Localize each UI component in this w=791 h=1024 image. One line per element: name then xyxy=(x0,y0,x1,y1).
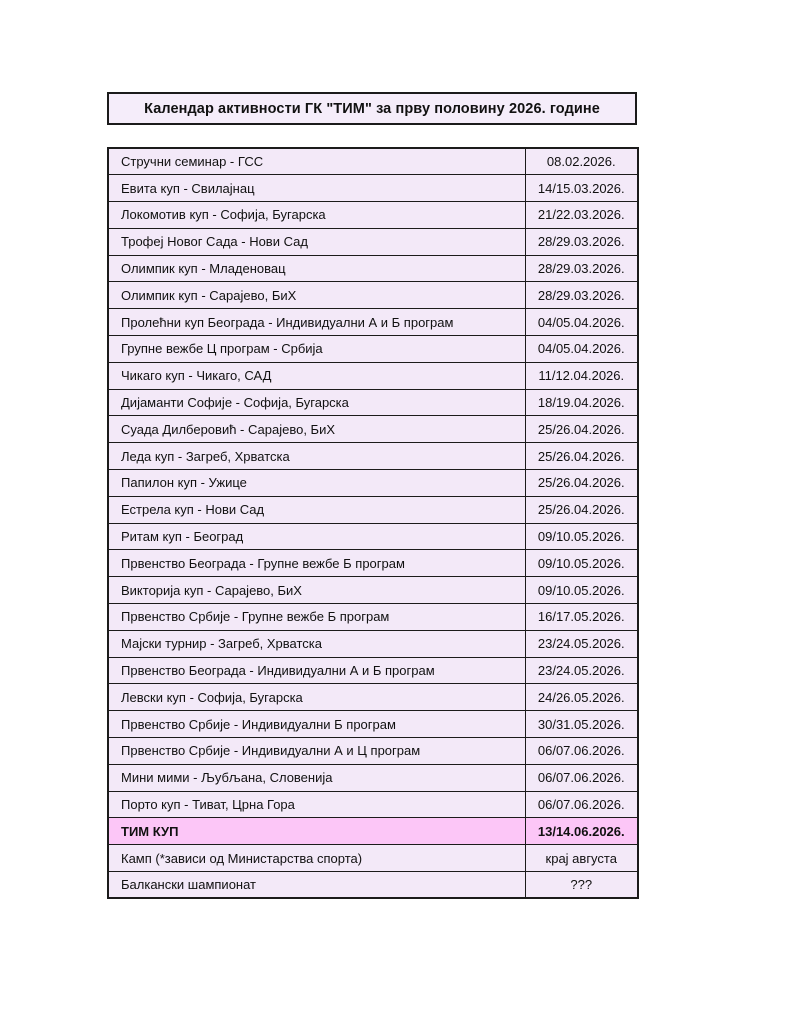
event-date-cell: 24/26.05.2026. xyxy=(525,684,638,711)
event-name-cell: Левски куп - Софија, Бугарска xyxy=(108,684,525,711)
event-date-cell: 25/26.04.2026. xyxy=(525,443,638,470)
event-name-cell: Ритам куп - Београд xyxy=(108,523,525,550)
table-row xyxy=(108,684,638,711)
event-name-cell: Олимпик куп - Младеновац xyxy=(108,255,525,282)
event-name-cell: Првенство Србије - Индивидуални Б програм xyxy=(108,711,525,738)
event-name-cell: Камп (*зависи од Министарства спорта) xyxy=(108,845,525,872)
event-name-cell: Првенство Србије - Групне вежбе Б програм xyxy=(108,604,525,631)
table-row xyxy=(108,764,638,791)
event-date-cell: 06/07.06.2026. xyxy=(525,738,638,765)
table-row xyxy=(108,845,638,872)
event-name-cell: Првенство Србије - Индивидуални А и Ц програм xyxy=(108,738,525,765)
table-row xyxy=(108,470,638,497)
event-date-cell: 14/15.03.2026. xyxy=(525,175,638,202)
event-date-cell: 23/24.05.2026. xyxy=(525,630,638,657)
event-date-cell: 06/07.06.2026. xyxy=(525,791,638,818)
event-date-cell: 09/10.05.2026. xyxy=(525,523,638,550)
table-row xyxy=(108,389,638,416)
event-name-cell: Групне вежбе Ц програм - Србија xyxy=(108,336,525,363)
event-name-cell: Олимпик куп - Сарајево, БиХ xyxy=(108,282,525,309)
event-name-cell: Порто куп - Тиват, Црна Гора xyxy=(108,791,525,818)
event-name-cell: Чикаго куп - Чикаго, САД xyxy=(108,362,525,389)
event-name-cell: Првенство Београда - Групне вежбе Б програм xyxy=(108,550,525,577)
event-date-cell: 13/14.06.2026. xyxy=(525,818,638,845)
event-date-cell: 28/29.03.2026. xyxy=(525,282,638,309)
table-row xyxy=(108,255,638,282)
event-date-cell: 18/19.04.2026. xyxy=(525,389,638,416)
table-row-highlighted xyxy=(108,818,638,845)
event-name-cell: Балкански шампионат xyxy=(108,872,525,899)
table-row xyxy=(108,202,638,229)
event-date-cell: 28/29.03.2026. xyxy=(525,228,638,255)
event-name-cell: Пролећни куп Београда - Индивидуални А и Б програм xyxy=(108,309,525,336)
event-name-cell: Мини мими - Љубљана, Словенија xyxy=(108,764,525,791)
event-name-cell: Суада Дилберовић - Сарајево, БиХ xyxy=(108,416,525,443)
calendar-table-body xyxy=(108,148,638,898)
event-name-cell: Дијаманти Софије - Софија, Бугарска xyxy=(108,389,525,416)
event-name-cell: Евита куп - Свилајнац xyxy=(108,175,525,202)
table-row xyxy=(108,791,638,818)
table-row xyxy=(108,550,638,577)
event-name-cell: Локомотив куп - Софија, Бугарска xyxy=(108,202,525,229)
event-name-cell: ТИМ КУП xyxy=(108,818,525,845)
event-name-cell: Леда куп - Загреб, Хрватска xyxy=(108,443,525,470)
event-name-cell: Првенство Београда - Индивидуални А и Б програм xyxy=(108,657,525,684)
event-date-cell: 06/07.06.2026. xyxy=(525,764,638,791)
event-date-cell: 09/10.05.2026. xyxy=(525,577,638,604)
table-row xyxy=(108,577,638,604)
event-date-cell: ??? xyxy=(525,872,638,899)
page-title: Календар активности ГК "ТИМ" за прву половину 2026. године xyxy=(144,100,600,117)
event-name-cell: Викторија куп - Сарајево, БиХ xyxy=(108,577,525,604)
table-row xyxy=(108,604,638,631)
event-date-cell: 21/22.03.2026. xyxy=(525,202,638,229)
table-row xyxy=(108,630,638,657)
event-date-cell: 30/31.05.2026. xyxy=(525,711,638,738)
table-row xyxy=(108,175,638,202)
event-date-cell: 25/26.04.2026. xyxy=(525,416,638,443)
event-name-cell: Трофеј Новог Сада - Нови Сад xyxy=(108,228,525,255)
table-row xyxy=(108,148,638,175)
table-row xyxy=(108,336,638,363)
event-date-cell: 23/24.05.2026. xyxy=(525,657,638,684)
event-date-cell: 25/26.04.2026. xyxy=(525,470,638,497)
event-date-cell: 16/17.05.2026. xyxy=(525,604,638,631)
event-date-cell: 25/26.04.2026. xyxy=(525,496,638,523)
event-name-cell: Папилон куп - Ужице xyxy=(108,470,525,497)
table-row xyxy=(108,711,638,738)
event-name-cell: Мајски турнир - Загреб, Хрватска xyxy=(108,630,525,657)
event-name-cell: Стручни семинар - ГСС xyxy=(108,148,525,175)
table-row xyxy=(108,657,638,684)
table-row xyxy=(108,496,638,523)
table-row xyxy=(108,872,638,899)
event-date-cell: 28/29.03.2026. xyxy=(525,255,638,282)
table-row xyxy=(108,228,638,255)
table-row xyxy=(108,282,638,309)
title-banner xyxy=(107,92,637,125)
event-date-cell: 08.02.2026. xyxy=(525,148,638,175)
event-date-cell: 04/05.04.2026. xyxy=(525,309,638,336)
event-date-cell: 04/05.04.2026. xyxy=(525,336,638,363)
event-date-cell: крај августа xyxy=(525,845,638,872)
calendar-table xyxy=(107,147,639,899)
table-row xyxy=(108,738,638,765)
table-row xyxy=(108,443,638,470)
event-name-cell: Естрела куп - Нови Сад xyxy=(108,496,525,523)
event-date-cell: 11/12.04.2026. xyxy=(525,362,638,389)
table-row xyxy=(108,362,638,389)
table-row xyxy=(108,523,638,550)
event-date-cell: 09/10.05.2026. xyxy=(525,550,638,577)
table-row xyxy=(108,416,638,443)
table-row xyxy=(108,309,638,336)
